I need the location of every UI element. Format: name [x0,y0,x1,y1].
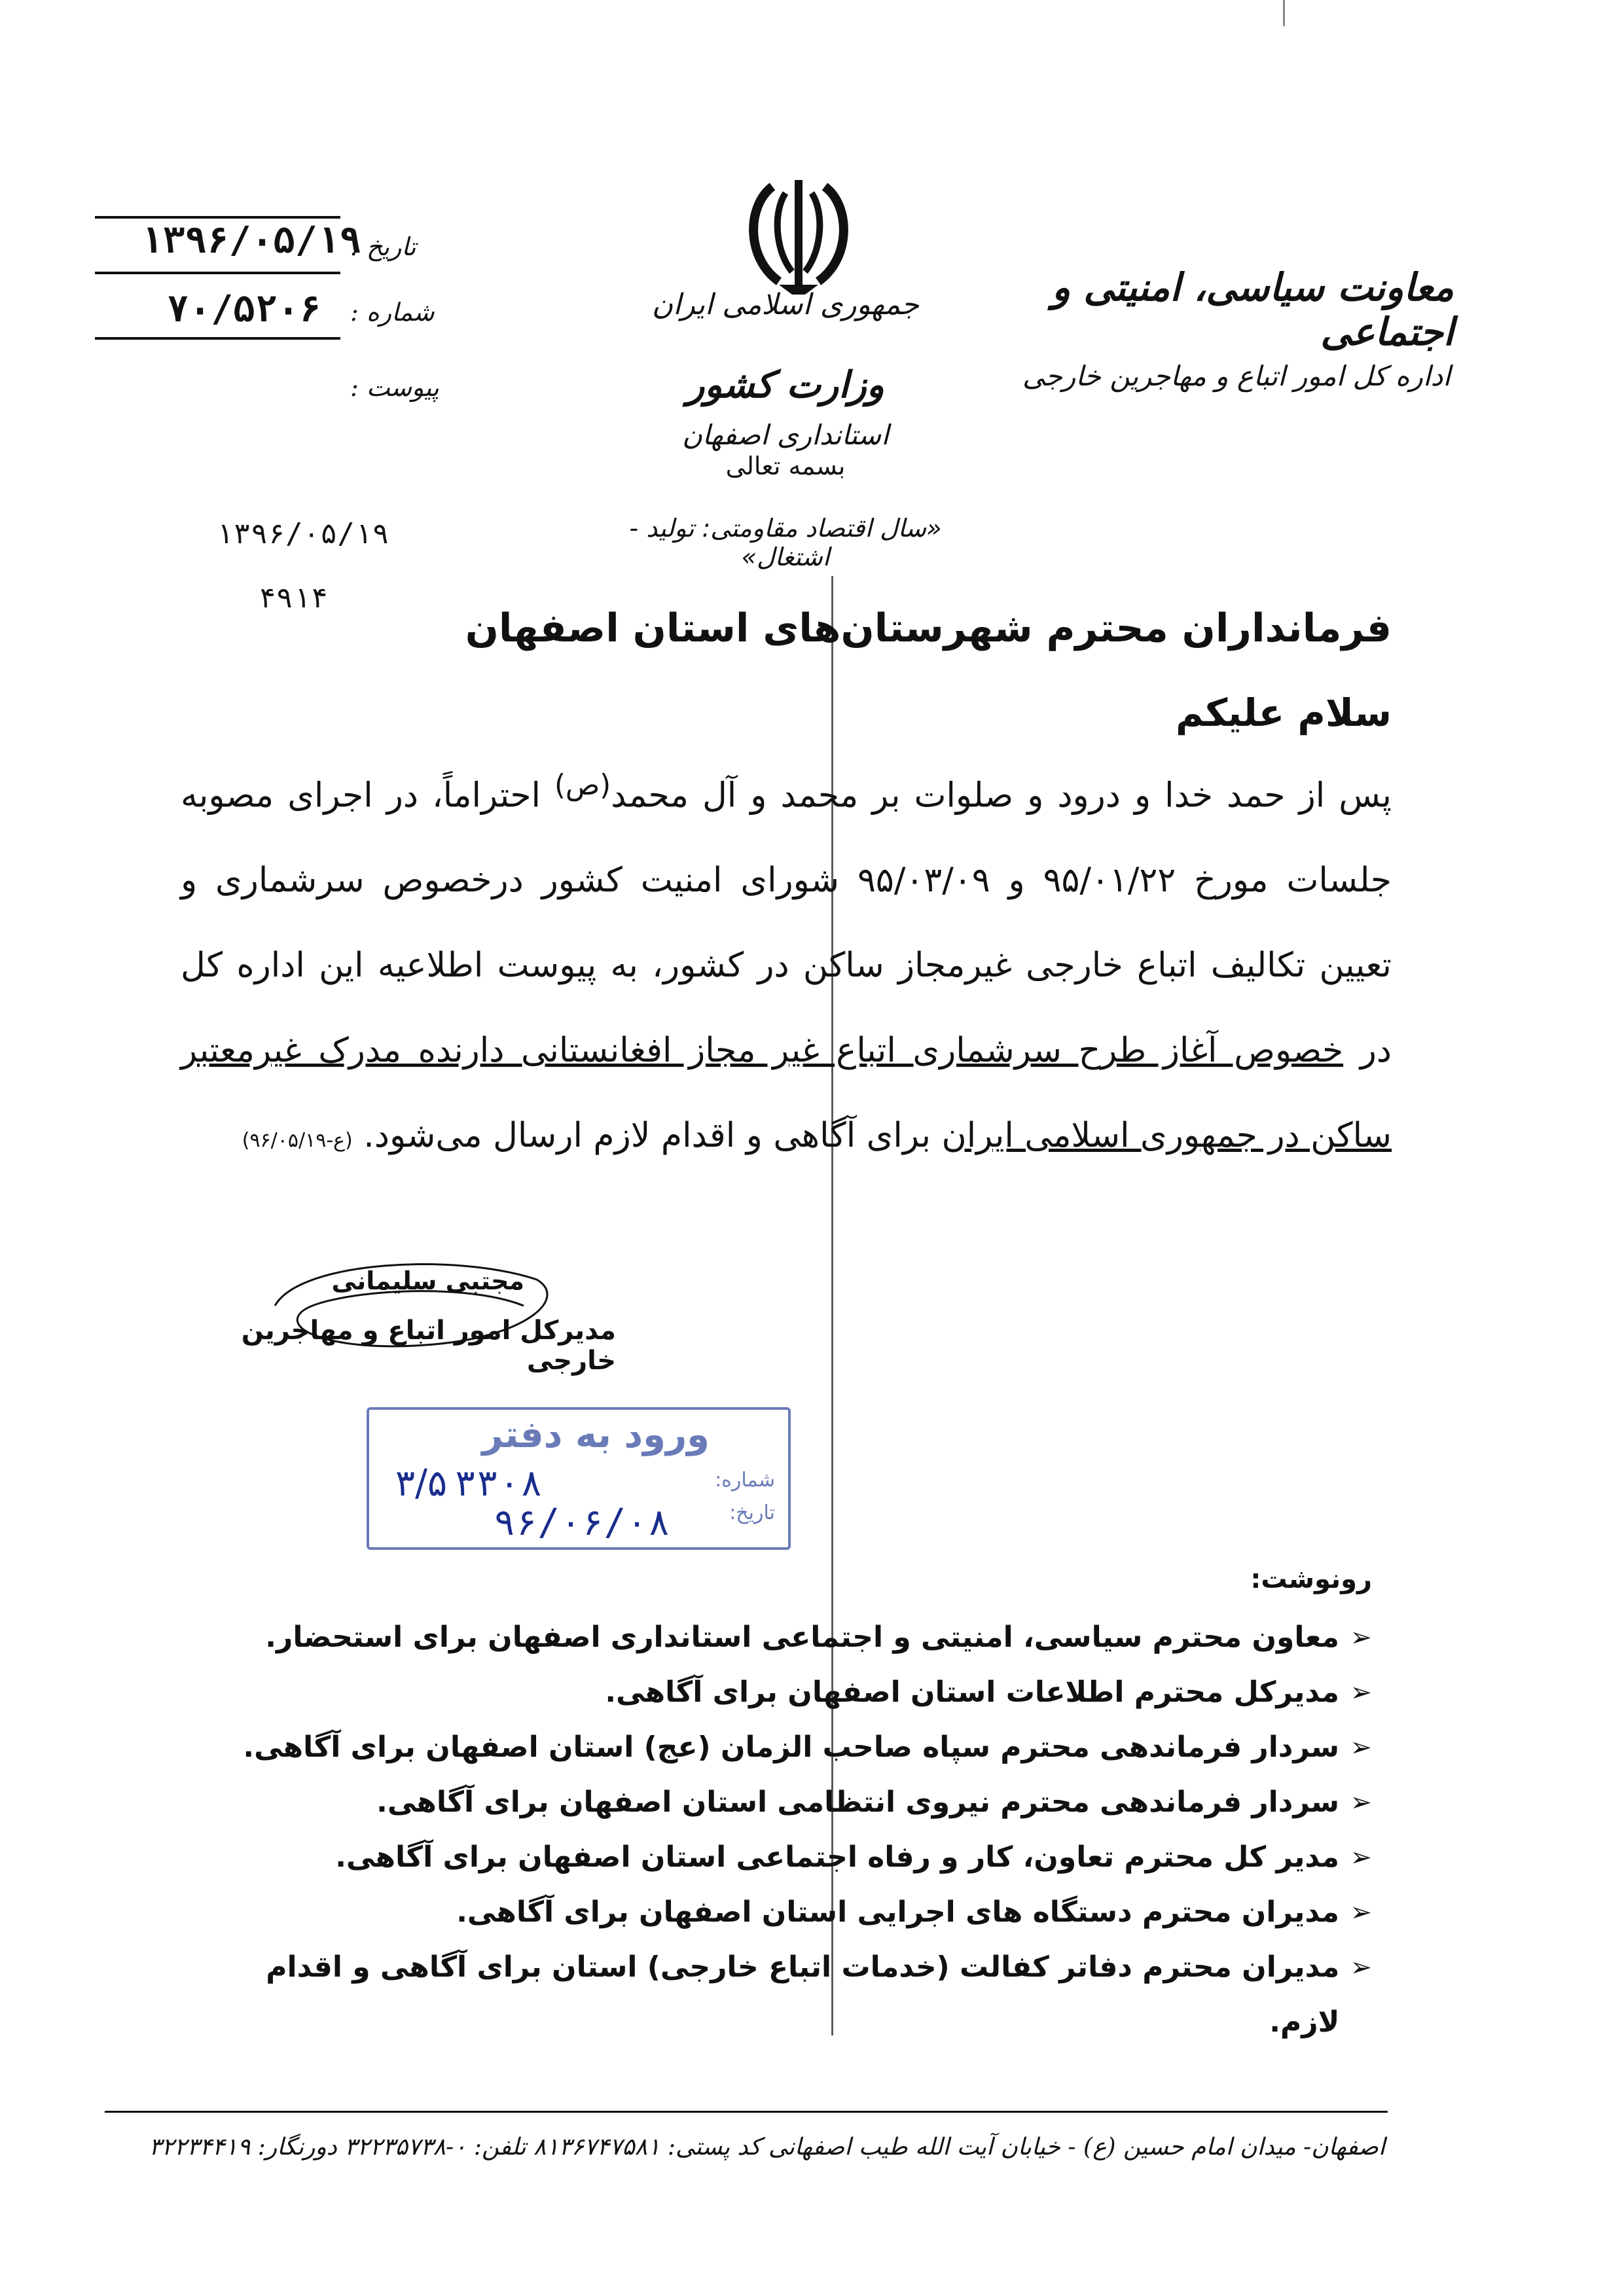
list-item [194,1665,1372,1720]
arrow-icon: ➢ [1350,1842,1372,1873]
letter-date: ۱۳۹۶/۰۵/۱۹ [141,219,362,262]
arrow-icon: ➢ [1350,1732,1372,1763]
stamp-title: ورود به دفتر [482,1414,710,1456]
list-item [194,1830,1372,1885]
cc-recipient: معاون محترم سیاسی، امنیتی و اجتماعی استانداری اصفهان برای استحضار. [265,1621,1339,1654]
stamp-date: ۹۶/۰۶/۰۸ [494,1501,670,1544]
bismillah: بسمه تعالی [725,452,846,480]
meta-frame-line [95,337,340,340]
body-closing: برای آگاهی و اقدام لازم ارسال می‌شود. [363,1116,942,1156]
stamp-date-label: تاریخ: [729,1501,775,1524]
body-opening: پس از حمد خدا و درود و صلوات بر محمد و آل محمد [611,776,1392,816]
cc-recipient: سردار فرماندهی محترم سپاه صاحب الزمان (عج) استان اصفهان برای آگاهی. [243,1731,1339,1764]
body-text: احتراماً، در اجرای مصوبه جلسات مورخ ۹۵/۰۱/۲۲ و ۹۵/۰۳/۰۹ شورای امنیت کشور درخصوص سرشماری و تعیین تکالیف اتباع خارجی غیرمجاز ساکن در کشور، به پیوست اطلاعیه این اداره کل در [181,776,1392,1071]
registry-stamp [367,1407,791,1550]
cc-title: رونوشت: [1250,1564,1372,1594]
attachment-label: پیوست : [350,373,439,402]
stamp-number-label: شماره: [715,1469,775,1492]
iran-emblem-icon [740,167,857,298]
cc-recipient: مدیر کل محترم تعاون، کار و رفاه اجتماعی استان اصفهان برای آگاهی. [335,1840,1339,1874]
list-item [194,1775,1372,1830]
body-underlined-text: خصوص آغاز طرح سرشماری اتباع غیر مجاز افغانستانی دارنده مدرک غیرمعتبر ساکن در جمهوری اسلامی ایران [181,1031,1392,1156]
list-item [194,1940,1372,2039]
arrow-icon: ➢ [1350,1623,1372,1653]
cc-recipient: مدیران محترم دستگاه های اجرایی استان اصفهان برای آگاهی. [456,1895,1339,1929]
cc-recipient: سردار فرماندهی محترم نیروی انتظامی استان اصفهان برای آگاهی. [376,1785,1339,1819]
number-label: شماره : [350,298,435,327]
reference-tag: (ع-۹۶/۰۵/۱۹) [242,1129,353,1153]
registry-date: ۱۳۹۶/۰۵/۱۹ [216,517,389,550]
greeting: سلام علیکم [1176,691,1392,735]
arrow-icon: ➢ [1350,1677,1372,1708]
year-slogan: «سال اقتصاد مقاومتی: تولید - اشتغال» [629,514,942,571]
ministry-name: وزارت کشور [687,363,884,406]
deputy-title: معاونت سیاسی، امنیتی و اجتماعی [1052,265,1454,354]
department-title: اداره کل امور اتباع و مهاجرین خارجی [1022,360,1451,392]
meta-frame-line [95,272,340,274]
addressee: فرمانداران محترم شهرستان‌های استان اصفهان [465,605,1392,651]
registry-number: ۴۹۱۴ [259,581,328,615]
date-label: تاریخ : [350,232,416,261]
list-item [194,1610,1372,1665]
arrow-icon: ➢ [1350,1897,1372,1928]
arrow-icon: ➢ [1350,1952,1372,1982]
meta-frame-line [95,216,340,219]
list-item [194,1885,1372,1940]
signer-title: مدیرکل امور اتباع و مهاجرین خارجی [241,1316,616,1376]
body-salutation-mark: (ص) [554,769,611,802]
signer-name: مجتبی سلیمانی [331,1266,524,1295]
cc-list [194,1610,1372,2039]
letter-number: ۷۰/۵۲۰۶ [167,288,322,331]
stamp-number: ۳۳۰۸ [454,1462,543,1505]
list-item [194,1720,1372,1775]
cc-recipient: مدیرکل محترم اطلاعات استان اصفهان برای آگاهی. [605,1676,1339,1709]
country-name: جمهوری اسلامی ایران [651,288,920,321]
stamp-fraction: ۳/۵ [395,1462,448,1505]
footer-address: اصفهان- میدان امام حسین (ع) - خیابان آیت الله طیب اصفهانی کد پستی: ۸۱۳۶۷۴۷۵۸۱ تلفن: ۰-۳۲۲۳۵۷۳۸ دورنگار: ۳۲۲۳۴۴۱۹ [149,2134,1385,2161]
letter-body [181,743,1392,1183]
footer-divider [105,2111,1388,2113]
governorate-name: استانداری اصفهان [682,419,889,451]
arrow-icon: ➢ [1350,1787,1372,1818]
scan-mark [1283,0,1285,26]
cc-recipient: مدیران محترم دفاتر کفالت (خدمات اتباع خارجی) استان برای آگاهی و اقدام لازم. [266,1950,1340,2039]
